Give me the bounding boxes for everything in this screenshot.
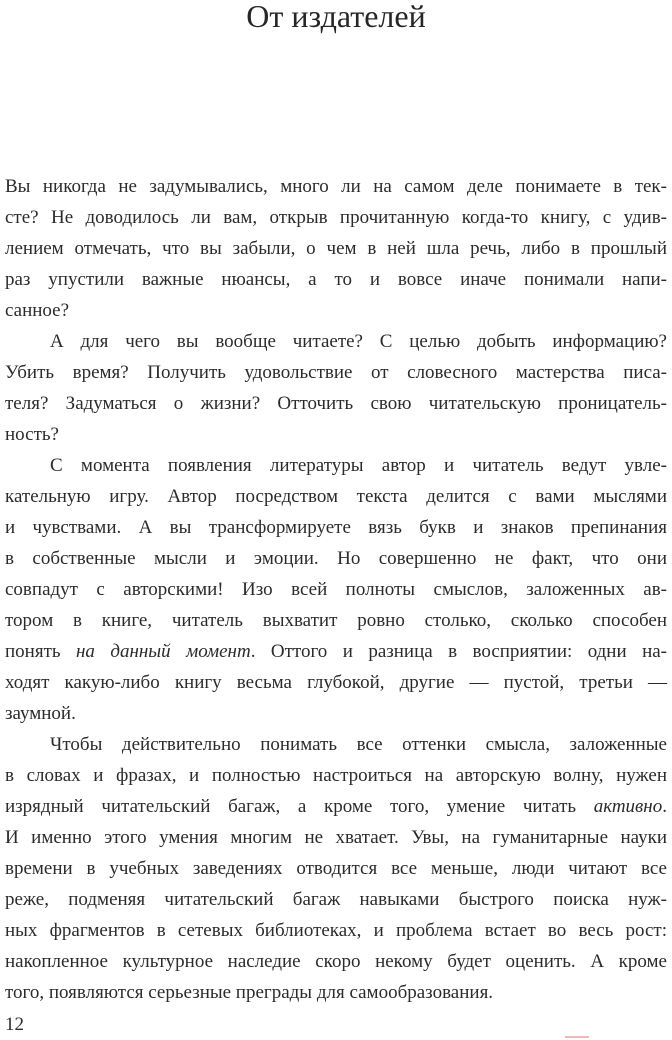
text-line: сте? Не доводилось ли вам, открыв прочитанную когда-то книгу, с удив- [5,207,667,228]
text-line: ность? [5,424,59,445]
paragraph-2 [5,326,667,450]
text-line: в собственные мысли и эмоции. Но совершенно не факт, что они [5,548,667,569]
italic-word: активно [593,796,663,817]
text-line: санное? [5,300,70,321]
text-line: совпадут с авторскими! Изо всей полноты смыслов, заложенных ав- [5,579,667,600]
paragraph-1 [5,171,667,326]
corner-mark [565,1036,589,1038]
text-fragment: изрядный читательский багаж, а кроме того, умение читать [5,796,594,817]
text-line: заумной. [5,703,76,724]
text-line: того, появляются серьезные преграды для самообразования. [5,982,494,1003]
body-text [5,171,667,1008]
text-line: лением отмечать, что вы забыли, о чем в ней шла речь, либо в прошлый [5,238,667,259]
text-line: времени в учебных заведениях отводится все меньше, люди читают все [5,858,667,879]
text-line: Чтобы действительно понимать все оттенки смысла, заложенные [50,734,667,755]
page-title: От издателей [246,0,426,34]
page-number: 12 [5,1014,24,1035]
paragraph-3 [5,450,667,729]
text-line: А для чего вы вообще читаете? С целью добыть информацию? [50,331,667,352]
text-line: Убить время? Получить удовольствие от словесного мастерства писа- [5,362,667,383]
text-line: тором в книге, читатель выхватит ровно столько, сколько способен [5,610,667,631]
text-fragment: . Оттого и разница в восприятии: одни на- [250,641,668,662]
text-line: И именно этого умения многим не хватает. Увы, на гуманитарные науки [5,827,667,848]
text-line: реже, подменяя читательский багаж навыками быстрого поиска нуж- [5,889,667,910]
text-line: С момента появления литературы автор и читатель ведут увле- [50,455,667,476]
text-line: Вы никогда не задумывались, много ли на самом деле понимаете в тек- [5,176,667,197]
text-line: и чувствами. А вы трансформируете вязь букв и знаков препинания [5,517,667,538]
text-line: теля? Задуматься о жизни? Отточить свою читательскую проницатель- [5,393,667,414]
italic-phrase: на данный момент [75,641,251,662]
text-line: ходят какую-либо книгу весьма глубокой, другие — пустой, третьи — [5,672,667,693]
text-line: накопленное культурное наследие скоро некому будет оценить. А кроме [5,951,667,972]
text-line: кательную игру. Автор посредством текста делится с вами мыслями [5,486,667,507]
text-fragment: . [662,796,667,817]
text-line [5,636,667,667]
text-line: в словах и фразах, и полностью настроиться на авторскую волну, нужен [5,765,667,786]
paragraph-4 [5,729,667,1008]
text-line: раз упустили важные нюансы, а то и вовсе иначе понимали напи- [5,269,667,290]
text-line [5,791,667,822]
text-fragment: понять [5,641,76,662]
text-line: ных фрагментов в сетевых библиотеках, и проблема встает во весь рост: [5,920,667,941]
